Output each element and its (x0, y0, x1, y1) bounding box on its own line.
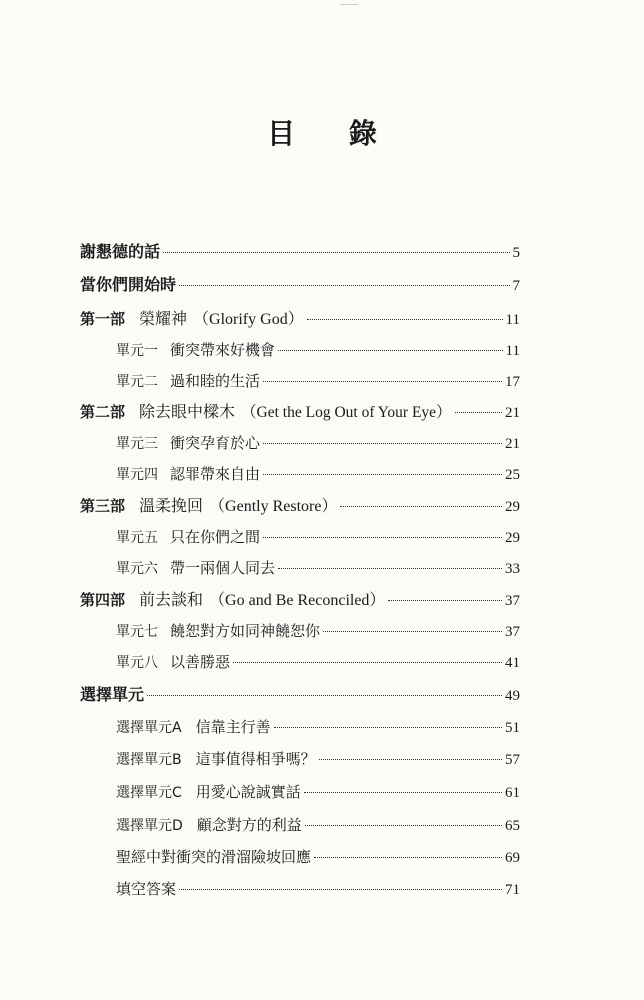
unit-number: 單元六 (116, 561, 158, 577)
page-number: 29 (505, 530, 520, 546)
page-title: 目 錄 (267, 117, 399, 150)
toc-optional-unit-entry (116, 715, 520, 739)
toc-part-entry (80, 400, 520, 424)
entry-english-title: （Go and Be Reconciled） (209, 592, 386, 609)
unit-number: 單元八 (116, 655, 158, 671)
toc-optional-unit-entry (116, 813, 520, 837)
toc-unit-entry (116, 462, 520, 486)
dot-leader (304, 792, 502, 793)
page-number: 69 (505, 850, 520, 866)
dot-leader (388, 600, 502, 601)
page-number: 49 (505, 688, 520, 704)
entry-title: 衝突帶來好機會 (170, 341, 276, 359)
page-number: 21 (505, 405, 520, 421)
toc-unit-entry (116, 369, 520, 393)
toc-part-entry (80, 307, 520, 331)
part-number: 第一部 (80, 310, 126, 328)
scan-mark (340, 4, 358, 5)
toc-sub-entry (116, 877, 520, 901)
entry-title: 前去談和 (139, 590, 204, 609)
unit-number: 選擇單元A (116, 720, 182, 736)
dot-leader (179, 889, 502, 890)
unit-number: 單元二 (116, 374, 158, 390)
page-number: 65 (505, 818, 520, 834)
page-number: 7 (512, 278, 520, 294)
toc-unit-entry (116, 556, 520, 580)
dot-leader (274, 727, 502, 728)
dot-leader (305, 825, 502, 826)
entry-title: 過和睦的生活 (170, 372, 261, 390)
unit-number: 選擇單元C (116, 785, 182, 801)
unit-number: 選擇單元B (116, 752, 182, 768)
entry-title: 選擇單元 (80, 685, 145, 704)
entry-title: 饒恕對方如同神饒恕你 (170, 622, 321, 640)
page-number: 33 (505, 561, 520, 577)
entry-title: 信靠主行善 (195, 718, 271, 736)
part-number: 第二部 (80, 403, 126, 421)
entry-title: 這事值得相爭嗎？ (195, 750, 316, 768)
dot-leader (319, 759, 502, 760)
entry-title: 填空答案 (116, 880, 177, 898)
toc-unit-entry (116, 525, 520, 549)
entry-title: 謝懇德的話 (80, 242, 161, 261)
page-number: 5 (512, 245, 520, 261)
dot-leader (163, 252, 509, 253)
part-number: 第三部 (80, 497, 126, 515)
toc-unit-entry (116, 431, 520, 455)
toc-sub-entry (116, 845, 520, 869)
page-number: 51 (505, 720, 520, 736)
entry-title: 只在你們之間 (170, 528, 261, 546)
page-number: 37 (505, 624, 520, 640)
entry-title: 顧念對方的利益 (196, 816, 302, 834)
toc-unit-entry (116, 338, 520, 362)
page-number: 25 (505, 467, 520, 483)
dot-leader (278, 568, 502, 569)
entry-english-title: （Get the Log Out of Your Eye） (241, 404, 452, 421)
page-number: 37 (505, 593, 520, 609)
toc-optional-unit-entry (116, 747, 520, 771)
dot-leader (233, 662, 502, 663)
page-number: 61 (505, 785, 520, 801)
dot-leader (314, 857, 502, 858)
unit-number: 單元三 (116, 436, 158, 452)
unit-number: 單元四 (116, 467, 158, 483)
unit-number: 選擇單元D (116, 818, 183, 834)
dot-leader (263, 443, 502, 444)
dot-leader (323, 631, 502, 632)
toc-part-entry (80, 588, 520, 612)
dot-leader (263, 537, 502, 538)
dot-leader (278, 350, 503, 351)
entry-title: 用愛心說誠實話 (195, 783, 301, 801)
entry-title: 以善勝惡 (170, 653, 231, 671)
entry-title: 除去眼中樑木 (139, 402, 236, 421)
toc-part-entry (80, 494, 520, 518)
dot-leader (179, 285, 509, 286)
entry-english-title: （Gently Restore） (209, 498, 338, 515)
entry-title: 榮耀神 (139, 309, 188, 328)
toc-unit-entry (116, 619, 520, 643)
toc-entry (80, 240, 520, 264)
dot-leader (307, 319, 503, 320)
toc-entry (80, 683, 520, 707)
toc-unit-entry (116, 650, 520, 674)
dot-leader (340, 506, 502, 507)
page-number: 57 (505, 752, 520, 768)
toc-optional-unit-entry (116, 780, 520, 804)
page-number: 41 (505, 655, 520, 671)
dot-leader (455, 412, 502, 413)
entry-title: 當你們開始時 (80, 275, 177, 294)
entry-english-title: （Glorify God） (193, 311, 304, 328)
entry-title: 聖經中對衝突的滑溜險坡回應 (116, 848, 312, 866)
dot-leader (263, 474, 502, 475)
page-number: 71 (505, 882, 520, 898)
page-number: 11 (505, 312, 520, 328)
page-number: 11 (505, 343, 520, 359)
entry-title: 衝突孕育於心 (170, 434, 261, 452)
entry-title: 帶一兩個人同去 (170, 559, 276, 577)
dot-leader (263, 381, 502, 382)
unit-number: 單元五 (116, 530, 158, 546)
part-number: 第四部 (80, 591, 126, 609)
dot-leader (147, 695, 502, 696)
page-number: 17 (505, 374, 520, 390)
page-number: 29 (505, 499, 520, 515)
unit-number: 單元一 (116, 343, 158, 359)
unit-number: 單元七 (116, 624, 158, 640)
page-number: 21 (505, 436, 520, 452)
entry-title: 認罪帶來自由 (170, 465, 261, 483)
entry-title: 溫柔挽回 (139, 496, 204, 515)
toc-entry (80, 273, 520, 297)
